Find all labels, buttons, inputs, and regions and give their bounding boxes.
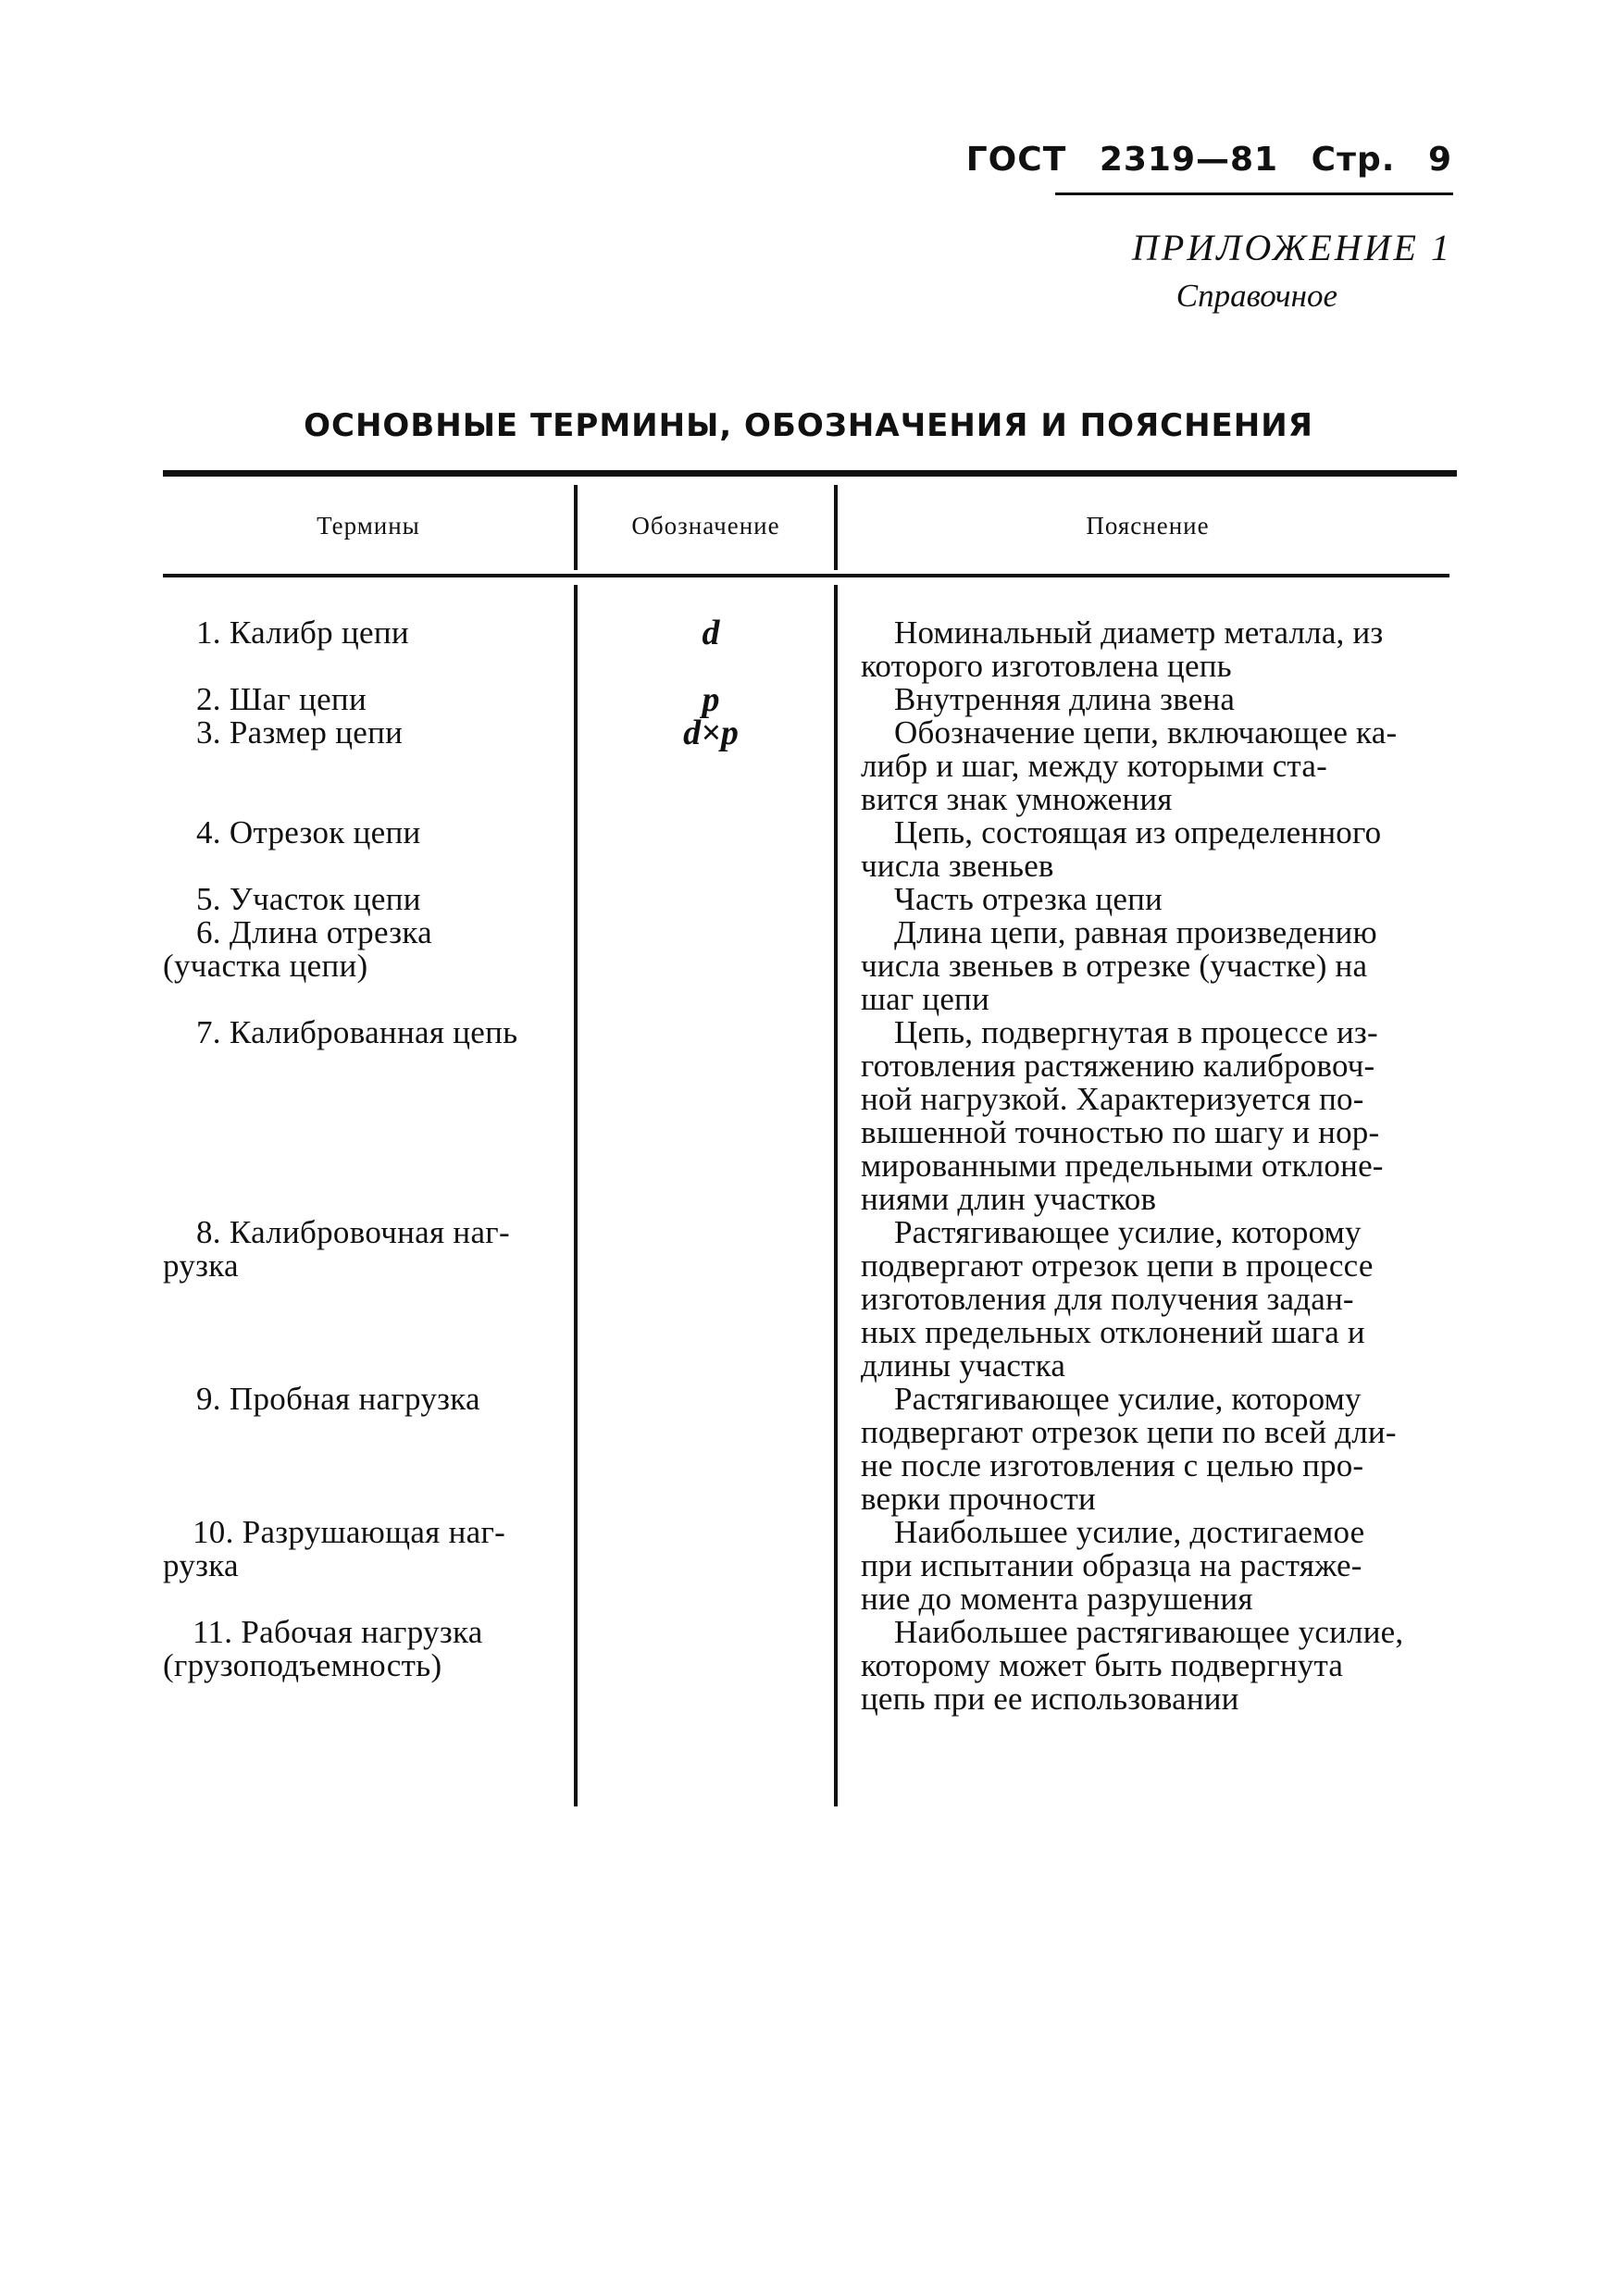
term-line: 5. Участок цепи [196, 881, 421, 917]
term-cell [163, 1216, 570, 1283]
explanation-line: числа звеньев в отрезке (участке) на [861, 948, 1368, 984]
term-cell [163, 1016, 570, 1049]
term-cell [163, 916, 570, 983]
explanation-line: цепь при ее использовании [861, 1681, 1239, 1717]
explanation-line: ных предельных отклонений шага и [861, 1314, 1365, 1350]
explanation-cell [861, 683, 1458, 716]
term-cell [163, 683, 570, 716]
explanation-line: Длина цепи, равная произведению [894, 914, 1377, 950]
explanation-line: готовления растяжению калибровоч- [861, 1048, 1375, 1084]
term-line: 10. Разрушающая наг- [193, 1514, 506, 1550]
explanation-line: числа звеньев [861, 848, 1054, 884]
term-line: (участка цепи) [163, 948, 368, 984]
explanation-cell [861, 883, 1458, 916]
explanation-line: Обозначение цепи, включающее ка- [894, 714, 1398, 751]
term-line: 3. Размер цепи [196, 714, 404, 751]
explanation-line: подвергают отрезок цепи в процессе [861, 1247, 1374, 1284]
explanation-cell [861, 916, 1458, 1016]
term-line: рузка [163, 1547, 239, 1583]
term-line: (грузоподъемность) [163, 1647, 442, 1683]
explanation-line: Наибольшее растягивающее усилие, [894, 1614, 1404, 1650]
term-cell [163, 1516, 570, 1582]
term-line: 9. Пробная нагрузка [196, 1381, 480, 1417]
term-cell [163, 616, 570, 650]
symbol-cell: d×p [683, 714, 739, 752]
explanation-line: Внутренняя длина звена [894, 681, 1236, 717]
explanation-cell [861, 1216, 1458, 1383]
explanation-cell [861, 1383, 1458, 1516]
term-cell [163, 883, 570, 916]
term-cell [163, 816, 570, 850]
explanation-line: подвергают отрезок цепи по всей дли- [861, 1414, 1397, 1450]
explanation-cell [861, 1516, 1458, 1616]
explanation-line: которому может быть подвергнута [861, 1647, 1344, 1683]
explanation-line: Цепь, подвергнутая в процессе из- [894, 1014, 1378, 1050]
term-line: 4. Отрезок цепи [196, 814, 421, 850]
explanation-line: которого изготовлена цепь [861, 648, 1232, 684]
column-header-explanation: Пояснение [1086, 512, 1210, 540]
term-line: 1. Калибр цепи [196, 614, 409, 651]
explanation-line: изготовления для получения задан- [861, 1281, 1354, 1317]
explanation-cell [861, 716, 1458, 816]
standard-label: ГОСТ [965, 141, 1067, 179]
page-number: 9 [1427, 141, 1452, 179]
term-cell [163, 1616, 570, 1682]
term-cell [163, 1383, 570, 1416]
column-header-symbol: Обозначение [631, 512, 780, 540]
term-line: 2. Шаг цепи [196, 681, 367, 717]
explanation-line: не после изготовления с целью про- [861, 1447, 1364, 1483]
explanation-line: Часть отрезка цепи [894, 881, 1163, 917]
column-header-terms: Термины [317, 512, 420, 540]
explanation-line: длины участка [861, 1347, 1066, 1384]
term-line: 6. Длина отрезка [196, 914, 432, 950]
explanation-line: ние до момента разрушения [861, 1581, 1253, 1617]
explanation-line: мированными предельными отклоне- [861, 1148, 1384, 1184]
explanation-line: Номинальный диаметр металла, из [894, 614, 1384, 651]
explanation-cell [861, 1016, 1458, 1216]
explanation-cell [861, 1616, 1458, 1716]
explanation-line: ниями длин участков [861, 1181, 1157, 1217]
explanation-line: ной нагрузкой. Характеризуется по- [861, 1081, 1364, 1117]
document-title: ОСНОВНЫЕ ТЕРМИНЫ, ОБОЗНАЧЕНИЯ И ПОЯСНЕНИЯ [304, 407, 1313, 444]
appendix-subtitle: Справочное [1175, 278, 1337, 314]
symbol-cell: d [702, 614, 720, 652]
term-line: рузка [163, 1247, 239, 1284]
page-label: Стр. [1311, 141, 1396, 179]
explanation-line: вится знак умножения [861, 781, 1173, 817]
symbol-cell: p [702, 680, 720, 719]
explanation-line: Наибольшее усилие, достигаемое [894, 1514, 1365, 1550]
appendix-title: ПРИЛОЖЕНИЕ 1 [1132, 227, 1452, 268]
term-line: 11. Рабочая нагрузка [193, 1614, 483, 1650]
explanation-line: вышенной точностью по шагу и нор- [861, 1114, 1380, 1150]
explanation-line: верки прочности [861, 1481, 1096, 1517]
explanation-line: Растягивающее усилие, которому [894, 1214, 1362, 1250]
term-cell [163, 716, 570, 750]
term-line: 8. Калибровочная наг- [196, 1214, 510, 1250]
explanation-line: шаг цепи [861, 981, 989, 1017]
explanation-line: при испытании образца на растяже- [861, 1547, 1362, 1583]
explanation-line: Растягивающее усилие, которому [894, 1381, 1362, 1417]
explanation-cell [861, 816, 1458, 883]
explanation-cell [861, 616, 1458, 683]
standard-number: 2319—81 [1099, 141, 1279, 179]
term-line: 7. Калиброванная цепь [196, 1014, 518, 1050]
explanation-line: Цепь, состоящая из определенного [894, 814, 1382, 850]
explanation-line: либр и шаг, между которыми ста- [861, 748, 1327, 784]
